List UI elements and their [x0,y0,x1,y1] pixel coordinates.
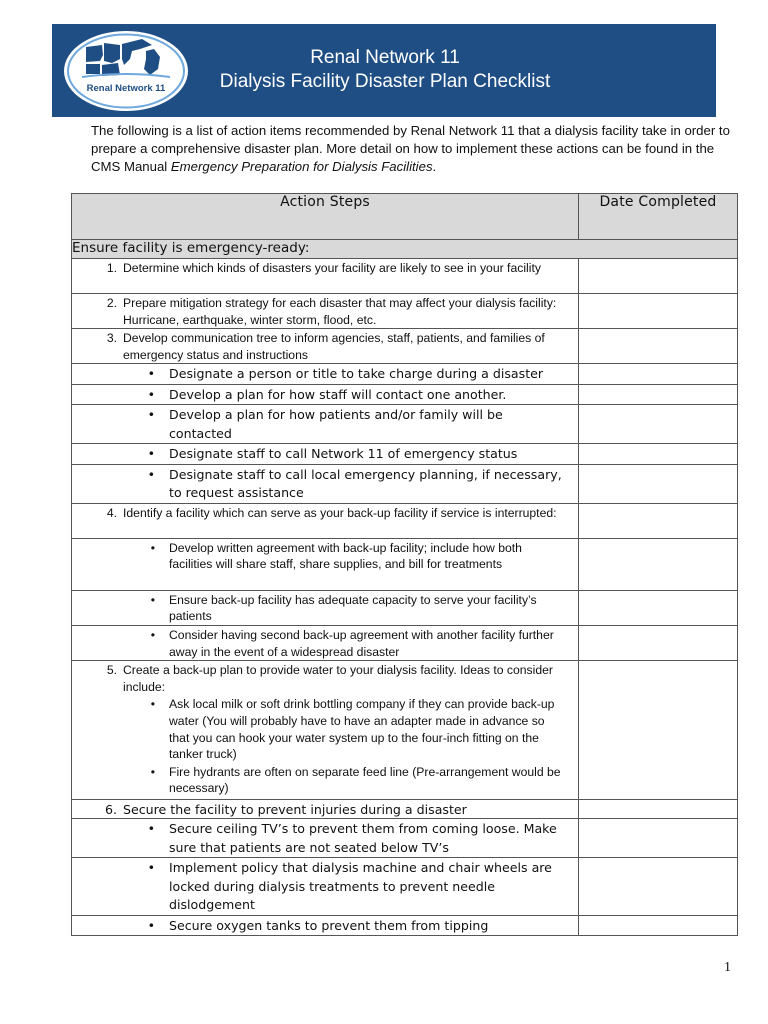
bullet: • [150,540,155,555]
item-text: Ensure back-up facility has adequate capacity to serve your facility’s patients [169,592,537,624]
intro-text: The following is a list of action items recommended by Renal Network 11 that a dialysis facility take in order to prepare a comprehensive disaster plan. More detail on how to implement these actions can be found in the CMS Manual [91,123,730,174]
table-row [72,405,738,444]
bullet: • [147,386,155,402]
table-header-row [72,194,738,240]
date-completed-cell[interactable] [579,538,738,590]
item-number: 6. [104,802,117,818]
list-item [72,626,578,660]
date-completed-cell[interactable] [579,819,738,858]
list-item [72,858,578,915]
date-completed-cell[interactable] [579,626,738,661]
bullet: • [147,917,155,933]
item-text: Secure ceiling TV’s to prevent them from coming loose. Make sure that patients are not seated below TV’s [169,821,557,855]
table-row [72,858,738,916]
list-item [72,444,578,464]
date-completed-cell[interactable] [579,464,738,503]
list-item [72,800,578,818]
list-item [72,763,578,797]
header-date-completed: Date Completed [579,194,738,240]
list-item [72,539,578,573]
checklist-table [71,193,738,936]
item-text: Develop a plan for how patients and/or family will be contacted [169,407,503,441]
banner-title [190,46,580,94]
list-item [72,329,578,363]
table-row [72,259,738,294]
item-text: Designate staff to call Network 11 of emergency status [169,446,518,462]
list-item [72,916,578,936]
list-item [72,294,578,328]
table-row [72,538,738,590]
bullet: • [147,366,155,382]
bullet: • [147,407,155,423]
item-text: Ask local milk or soft drink bottling company if they can provide back-up water (You will probably have to have an adapter made in advance so that you can hook your water system up to the four-inch fitting on the tanker truck) [169,697,555,762]
date-completed-cell[interactable] [579,800,738,819]
date-completed-cell[interactable] [579,915,738,936]
table-row [72,915,738,936]
date-completed-cell[interactable] [579,661,738,800]
item-text: Create a back-up plan to provide water to your dialysis facility. Ideas to consider include: [123,663,553,694]
list-item [72,504,578,522]
item-number: 1. [106,261,117,275]
bullet: • [150,764,155,779]
item-number: 5. [106,663,117,678]
bullet: • [147,860,155,876]
item-number: 4. [106,505,117,520]
section-title: Ensure facility is emergency-ready: [72,240,738,259]
list-item [72,695,578,762]
item-text: Designate a person or title to take charge during a disaster [169,366,544,382]
bullet: • [150,697,155,712]
page-number: 1 [724,960,731,975]
list-item [72,364,578,384]
table-row [72,444,738,465]
table-row [72,364,738,385]
date-completed-cell[interactable] [579,384,738,405]
item-text: Develop written agreement with back-up facility; include how both facilities will share staff, share supplies, and bill for treatments [169,540,522,572]
bullet: • [147,446,155,462]
manual-title: Emergency Preparation for Dialysis Facilities [170,159,433,174]
bullet: • [147,466,155,482]
intro-end: . [432,159,437,174]
item-text: Secure the facility to prevent injuries during a disaster [123,802,467,818]
banner-title-line2: Dialysis Facility Disaster Plan Checklist [219,71,551,92]
date-completed-cell[interactable] [579,503,738,538]
table-row [72,626,738,661]
item-text: Prepare mitigation strategy for each disaster that may affect your dialysis facility: Hurricane, earthquake, winter storm, flood, etc. [123,296,557,327]
date-completed-cell[interactable] [579,590,738,625]
date-completed-cell[interactable] [579,364,738,385]
table-row [72,661,738,800]
item-text: Identify a facility which can serve as your back-up facility if service is interrupted: [123,505,557,520]
table-row [72,800,738,819]
bullet: • [147,821,155,837]
table-row [72,329,738,364]
renal-network-logo [62,29,190,113]
item-text: Determine which kinds of disasters your facility are likely to see in your facility [123,261,541,275]
banner-title-line1: Renal Network 11 [310,47,460,68]
date-completed-cell[interactable] [579,329,738,364]
list-item [72,661,578,695]
item-text: Secure oxygen tanks to prevent them from tipping [169,917,489,933]
list-item [72,259,578,277]
item-text: Consider having second back-up agreement with another facility further away in the event of a widespread disaster [169,628,554,659]
table-row [72,819,738,858]
item-number: 2. [106,296,117,310]
logo-text: Renal Network 11 [86,83,166,94]
list-item [72,465,578,503]
date-completed-cell[interactable] [579,405,738,444]
section-row [72,240,738,259]
bullet: • [150,628,155,643]
list-item [72,385,578,405]
table-row [72,464,738,503]
header-action-steps: Action Steps [72,194,579,240]
date-completed-cell[interactable] [579,444,738,465]
item-text: Develop communication tree to inform agencies, staff, patients, and families of emergency status and instructions [123,331,545,362]
date-completed-cell[interactable] [579,858,738,916]
table-row [72,384,738,405]
table-row [72,590,738,625]
bullet: • [150,592,155,607]
table-row [72,503,738,538]
item-text: Implement policy that dialysis machine and chair wheels are locked during dialysis treatments to prevent needle dislodgement [169,860,552,913]
item-text: Develop a plan for how staff will contact one another. [169,386,507,402]
list-item [72,405,578,443]
table-row [72,294,738,329]
list-item [72,591,578,625]
date-completed-cell[interactable] [579,294,738,329]
date-completed-cell[interactable] [579,259,738,294]
list-item [72,819,578,857]
item-text: Designate staff to call local emergency planning, if necessary, to request assistance [169,466,562,501]
item-text: Fire hydrants are often on separate feed line (Pre-arrangement would be necessary) [169,764,561,796]
intro-paragraph [91,122,731,176]
item-number: 3. [106,331,117,346]
